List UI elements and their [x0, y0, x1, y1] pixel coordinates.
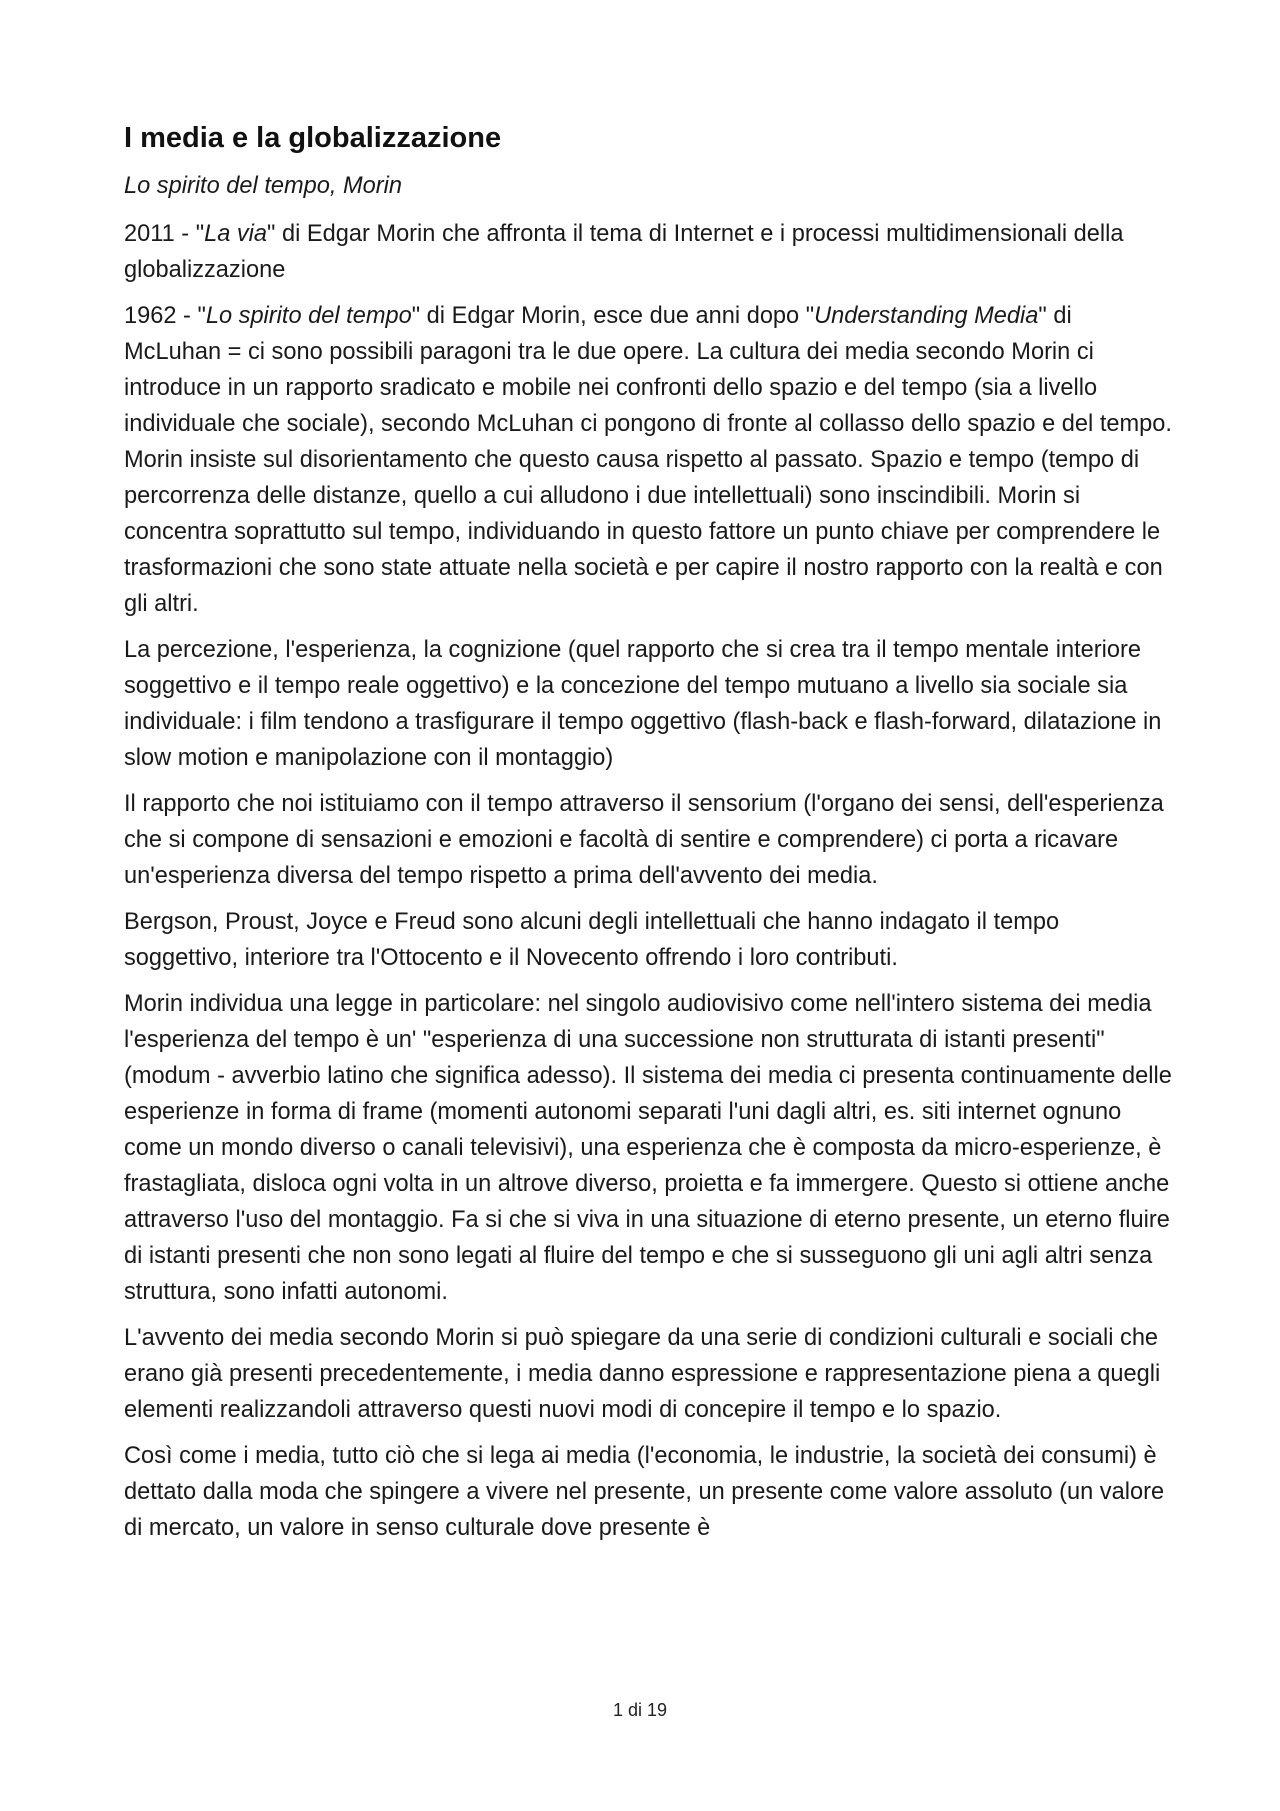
p2-italic-title-2: Understanding Media: [814, 303, 1039, 329]
page-title: I media e la globalizzazione: [124, 122, 502, 154]
subtitle: Lo spirito del tempo, Morin: [124, 173, 403, 199]
p2-italic-title: Lo spirito del tempo: [205, 303, 412, 329]
p2-text-e: " di McLuhan = ci sono possibili paragoni tra le due opere. La cultura dei media secondo Morin ci introduce in un rapporto sradicato e mobile nei confronti dello spazio e del tempo (sia a livello individuale che sociale), secondo McLuhan ci pongono di fronte al collasso dello spazio e del tempo. Morin insiste sul disorientamento che questo causa rispetto al passato. Spazio e tempo (tempo di percorrenza delle distanze, quello a cui alludono i due intellettuali) sono inscindibili. Morin si concentra soprattutto sul tempo, individuando in questo fattore un punto chiave per comprendere le trasformazioni che sono state attuate nella società e per capire il nostro rapporto con la realtà e con gli altri.: [124, 303, 1172, 617]
p1-italic-title: La via: [204, 221, 268, 247]
page-number: 1 di 19: [612, 1700, 668, 1720]
p1-text-a: 2011 - ": [124, 221, 205, 247]
document-page: [124, 118, 1174, 1556]
p2-text-c: " di Edgar Morin, esce due anni dopo ": [411, 303, 815, 329]
p1-text-c: " di Edgar Morin che affronta il tema di Internet e i processi multidimensionali della globalizzazione: [124, 221, 1124, 283]
paragraph-1: [124, 216, 1174, 288]
paragraph-6: Morin individua una legge in particolare: nel singolo audiovisivo come nell'intero sistema dei media l'esperienza del tempo è un' "esperienza di una successione non strutturata di istanti presenti" (modum - avverbio latino che significa adesso). Il sistema dei media ci presenta continuamente delle esperienze in forma di frame (momenti autonomi separati l'uni dagli altri, es. siti internet ognuno come un mondo diverso o canali televisivi), una esperienza che è composta da micro-esperienze, è frastagliata, disloca ogni volta in un altrove diverso, proietta e fa immergere. Questo si ottiene anche attraverso l'uso del montaggio. Fa si che si viva in una situazione di eterno presente, un eterno fluire di istanti presenti che non sono legati al fluire del tempo e che si susseguono gli uni agli altri senza struttura, sono infatti autonomi.: [124, 991, 1172, 1305]
p2-text-a: 1962 - ": [124, 303, 206, 329]
paragraph-8: Così come i media, tutto ciò che si lega ai media (l'economia, le industrie, la società dei consumi) è dettato dalla moda che spingere a vivere nel presente, un presente come valore assoluto (un valore di mercato, un valore in senso culturale dove presente è: [124, 1443, 1165, 1541]
paragraph-7: L'avvento dei media secondo Morin si può spiegare da una serie di condizioni culturali e sociali che erano già presenti precedentemente, i media danno espressione e rappresentazione piena a quegli elementi realizzandoli attraverso questi nuovi modi di concepire il tempo e lo spazio.: [124, 1325, 1161, 1423]
paragraph-3: La percezione, l'esperienza, la cognizione (quel rapporto che si crea tra il tempo mentale interiore soggettivo e il tempo reale oggettivo) e la concezione del tempo mutuano a livello sia sociale sia individuale: i film tendono a trasfigurare il tempo oggettivo (flash-back e flash-forward, dilatazione in slow motion e manipolazione con il montaggio): [124, 637, 1162, 771]
paragraph-5: Bergson, Proust, Joyce e Freud sono alcuni degli intellettuali che hanno indagato il tempo soggettivo, interiore tra l'Ottocento e il Novecento offrendo i loro contributi.: [124, 909, 1060, 971]
paragraph-4: Il rapporto che noi istituiamo con il tempo attraverso il sensorium (l'organo dei sensi, dell'esperienza che si compone di sensazioni e emozioni e facoltà di sentire e comprendere) ci porta a ricavare un'esperienza diversa del tempo rispetto a prima dell'avvento dei media.: [124, 791, 1164, 889]
paragraph-2: [124, 298, 1174, 622]
